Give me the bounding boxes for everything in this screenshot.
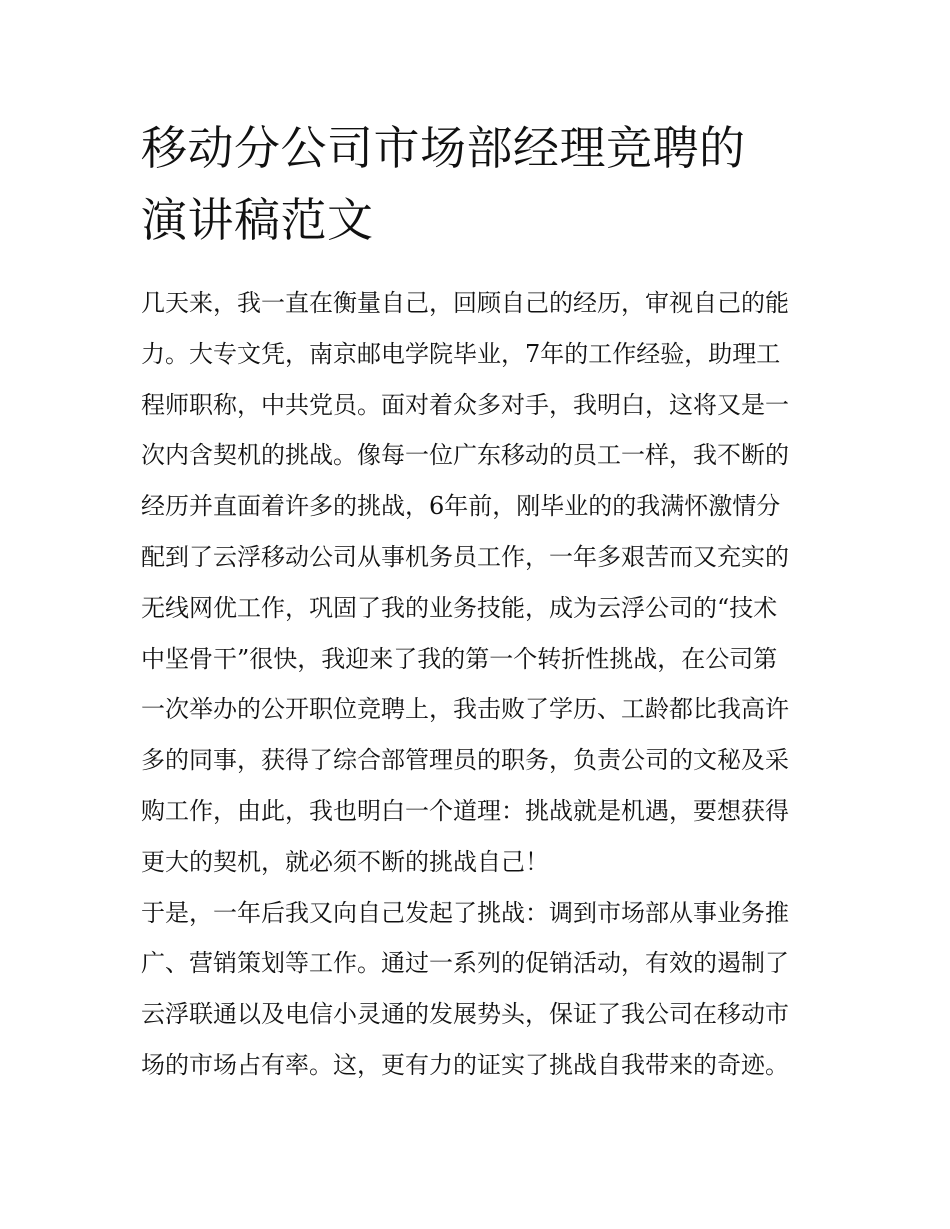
body-line: 无线网优工作，巩固了我的业务技能，成为云浮公司的“技术 xyxy=(141,593,778,622)
document-title xyxy=(141,112,821,256)
body-line: 购工作，由此，我也明白一个道理：挑战就是机遇，要想获得 xyxy=(141,796,789,825)
body-line: 多的同事，获得了综合部管理员的职务，负责公司的文秘及采 xyxy=(141,746,789,775)
body-line: 中坚骨干”很快，我迎来了我的第一个转折性挑战，在公司第 xyxy=(141,644,778,673)
body-line: 经历并直面着许多的挑战，6年前，刚毕业的的我满怀激情分 xyxy=(141,492,781,521)
body-line: 云浮联通以及电信小灵通的发展势头，保证了我公司在移动市 xyxy=(141,1000,789,1029)
body-line: 更大的契机，就必须不断的挑战自己！ xyxy=(141,847,549,876)
body-line: 次内含契机的挑战。像每一位广东移动的员工一样，我不断的 xyxy=(141,441,789,470)
document-body xyxy=(141,278,821,1091)
body-line: 几天来，我一直在衡量自己，回顾自己的经历，审视自己的能 xyxy=(141,289,789,317)
body-line: 于是，一年后我又向自己发起了挑战：调到市场部从事业务推 xyxy=(141,898,789,927)
body-line: 程师职称，中共党员。面对着众多对手，我明白，这将又是一 xyxy=(141,390,789,419)
body-line: 场的市场占有率。这，更有力的证实了挑战自我带来的奇迹。 xyxy=(141,1050,789,1079)
body-line: 一次举办的公开职位竞聘上，我击败了学历、工龄都比我高许 xyxy=(141,695,789,724)
title-line-2: 演讲稿范文 xyxy=(141,193,374,247)
body-line: 力。大专文凭，南京邮电学院毕业，7年的工作经验，助理工 xyxy=(141,339,781,368)
body-line: 配到了云浮移动公司从事机务员工作，一年多艰苦而又充实的 xyxy=(141,542,789,571)
body-line: 广、营销策划等工作。通过一系列的促销活动，有效的遏制了 xyxy=(141,949,789,978)
title-line-1: 移动分公司市场部经理竞聘的 xyxy=(141,121,746,175)
